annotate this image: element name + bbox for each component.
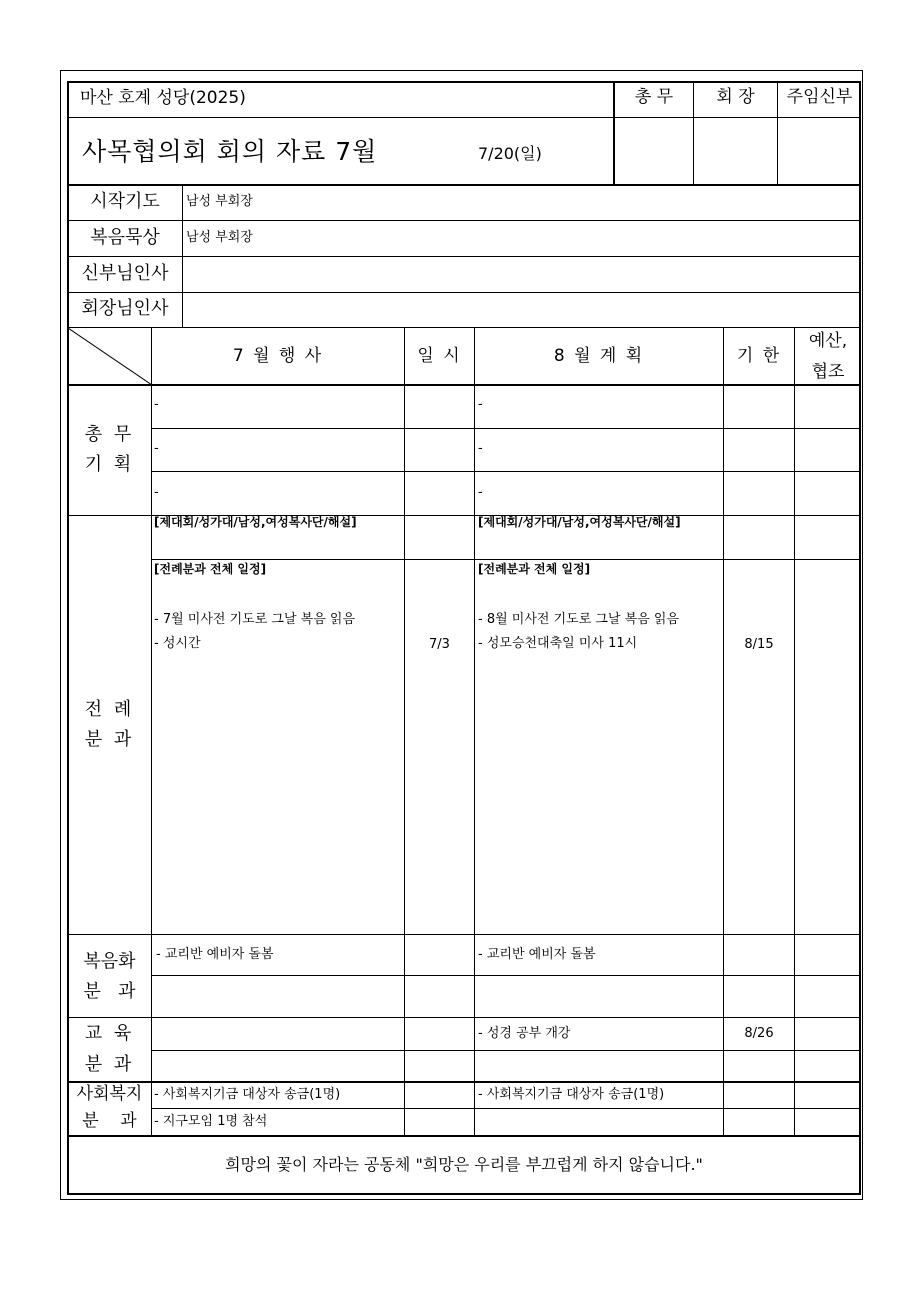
liturgy-this-item-2: - 성시간 xyxy=(154,636,201,651)
liturgy-section-label: 전 례 xyxy=(84,699,135,720)
evangelization-section-label: 복음화 xyxy=(83,951,136,972)
evangelization-next-item: - 교리반 예비자 돌봄 xyxy=(478,947,596,962)
column-budget-line1: 예산, xyxy=(808,331,848,351)
liturgy-schedule-next: [전례분과 전체 일정] xyxy=(478,562,591,576)
column-budget-line2: 협조 xyxy=(811,362,845,382)
divider xyxy=(67,184,861,186)
general-event-3: - xyxy=(154,485,159,500)
opening-prayer-label: 시작기도 xyxy=(90,191,160,212)
page-title: 사목협의회 회의 자료 7월 xyxy=(82,137,378,166)
divider xyxy=(152,559,861,560)
divider xyxy=(404,328,405,1135)
divider xyxy=(67,1017,861,1018)
opening-prayer-value: 남성 부회장 xyxy=(186,194,253,209)
liturgy-next-item-1: - 8월 미사전 기도로 그날 복음 읽음 xyxy=(478,612,680,627)
divider xyxy=(152,471,861,472)
education-section-label-2: 분 과 xyxy=(84,1054,135,1075)
divider xyxy=(152,1108,861,1109)
general-event-2: - xyxy=(154,441,159,456)
liturgy-groups-next: [제대회/성가대/남성,여성복사단/해설] xyxy=(478,515,681,529)
approval-pastor: 주임신부 xyxy=(786,87,853,107)
liturgy-next-deadline: 8/15 xyxy=(744,637,774,652)
general-section-label: 총 무 xyxy=(84,424,135,445)
gospel-meditation-label: 복음묵상 xyxy=(90,227,160,248)
divider xyxy=(67,934,861,935)
general-plan-2: - xyxy=(478,441,483,456)
welfare-this-item-2: - 지구모임 1명 참석 xyxy=(154,1114,268,1129)
liturgy-groups-this: [제대회/성가대/남성,여성복사단/해설] xyxy=(154,515,357,529)
parish-name: 마산 호계 성당(2025) xyxy=(80,88,246,108)
divider xyxy=(67,117,614,118)
liturgy-this-item-1: - 7월 미사전 기도로 그날 복음 읽음 xyxy=(154,612,356,627)
divider xyxy=(67,327,861,328)
approval-president: 회 장 xyxy=(716,87,755,107)
general-plan-1: - xyxy=(478,397,483,412)
welfare-this-item-1: - 사회복지기금 대상자 송금(1명) xyxy=(154,1087,341,1102)
column-datetime: 일 시 xyxy=(417,346,462,366)
divider xyxy=(614,117,861,118)
liturgy-next-item-2: - 성모승천대축일 미사 11시 xyxy=(478,636,638,651)
divider xyxy=(67,1081,861,1083)
divider xyxy=(67,1135,861,1137)
evangelization-this-item: - 교리반 예비자 돌봄 xyxy=(156,947,274,962)
diagonal-corner xyxy=(68,328,152,385)
welfare-next-item-1: - 사회복지기금 대상자 송금(1명) xyxy=(478,1087,665,1102)
divider xyxy=(152,975,861,976)
president-greeting-label: 회장님인사 xyxy=(81,298,169,319)
gospel-meditation-value: 남성 부회장 xyxy=(186,230,253,245)
education-next-deadline: 8/26 xyxy=(744,1026,774,1041)
meeting-date: 7/20(일) xyxy=(478,144,542,163)
liturgy-schedule-this: [전례분과 전체 일정] xyxy=(154,562,267,576)
education-next-item: - 성경 공부 개강 xyxy=(478,1026,571,1041)
education-section-label: 교 육 xyxy=(84,1023,135,1044)
divider xyxy=(152,1050,861,1051)
general-plan-3: - xyxy=(478,485,483,500)
priest-greeting-label: 신부님인사 xyxy=(81,263,169,284)
welfare-section-label: 사회복지 xyxy=(76,1084,143,1104)
divider xyxy=(151,328,152,1135)
divider xyxy=(723,328,724,1135)
divider xyxy=(67,384,861,386)
divider xyxy=(152,428,861,429)
evangelization-section-label-2: 분 과 xyxy=(83,981,136,1002)
liturgy-this-date: 7/3 xyxy=(429,637,450,652)
footer-motto: 희망의 꽃이 자라는 공동체 "희망은 우리를 부끄럽게 하지 않습니다." xyxy=(225,1155,703,1174)
liturgy-section-label-2: 분 과 xyxy=(84,729,135,750)
general-event-1: - xyxy=(154,397,159,412)
welfare-section-label-2: 분 과 xyxy=(82,1111,137,1131)
divider xyxy=(67,220,861,221)
column-deadline: 기 한 xyxy=(736,346,782,366)
divider xyxy=(67,292,861,293)
divider xyxy=(794,328,795,1135)
divider xyxy=(67,256,861,257)
divider xyxy=(474,328,475,1135)
column-next-month: 8 월 계 획 xyxy=(553,346,645,366)
general-section-label-2: 기 획 xyxy=(84,454,135,475)
column-this-month: 7 월 행 사 xyxy=(232,346,324,366)
approval-general: 총 무 xyxy=(634,87,674,107)
